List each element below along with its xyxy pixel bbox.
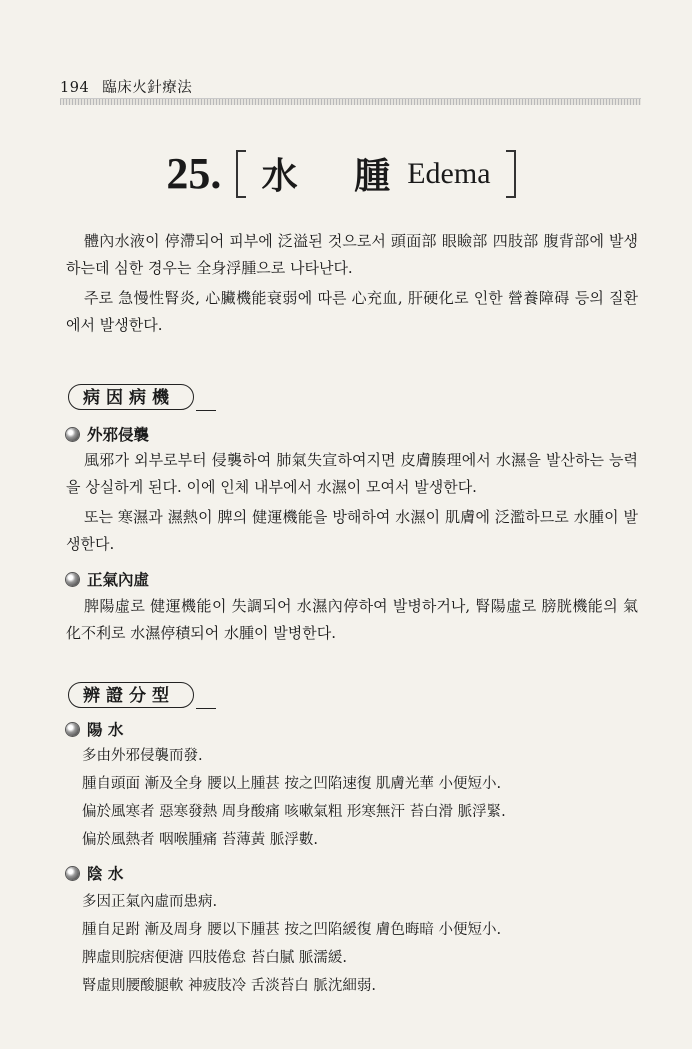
intro-paragraph-1: 體內水液이 停滯되어 피부에 泛溢된 것으로서 頭面部 眼瞼部 四肢部 腹背部에 발생하는데 심한 경우는 全身浮腫으로 나타난다. bbox=[66, 232, 638, 277]
bullet-icon bbox=[66, 428, 79, 441]
etiology-paragraph-2: 또는 寒濕과 濕熱이 脾의 健運機能을 방해하여 水濕이 肌膚에 泛濫하므로 水腫이 발생한다. bbox=[66, 508, 638, 553]
running-header bbox=[60, 76, 192, 97]
yang-line-1: 多由外邪侵襲而發. bbox=[82, 748, 203, 764]
yin-line-1: 多因正氣內虛而患病. bbox=[82, 894, 218, 910]
yang-line-3: 偏於風寒者 惡寒發熱 周身酸痛 咳嗽氣粗 形寒無汗 苔白滑 脈浮緊. bbox=[82, 804, 506, 820]
sub-heading-label: 正氣內虛 bbox=[87, 570, 150, 589]
page-number: 194 bbox=[60, 80, 90, 96]
sub-heading-yin-water bbox=[66, 862, 123, 884]
chapter-title bbox=[0, 148, 692, 199]
chapter-title-en: Edema bbox=[407, 156, 491, 190]
right-bracket bbox=[506, 150, 516, 198]
header-rule bbox=[60, 98, 641, 105]
left-bracket bbox=[236, 150, 246, 198]
yang-line-4: 偏於風熱者 咽喉腫痛 苔薄黃 脈浮數. bbox=[82, 832, 318, 848]
sub-heading-internal bbox=[66, 568, 149, 590]
book-title: 臨床火針療法 bbox=[102, 80, 193, 96]
yang-line-2: 腫自頭面 漸及全身 腰以上腫甚 按之凹陷速復 肌膚光華 小便短小. bbox=[82, 776, 502, 792]
etiology-paragraph-1: 風邪가 외부로부터 侵襲하여 肺氣失宣하여지면 皮膚腠理에서 水濕을 발산하는 능력을 상실하게 된다. 이에 인체 내부에서 水濕이 모여서 발생한다. bbox=[66, 451, 638, 496]
section-rule bbox=[196, 708, 216, 709]
intro-paragraph-2: 주로 急慢性腎炎, 心臟機能衰弱에 따른 心充血, 肝硬化로 인한 營養障碍 등의 질환에서 발생한다. bbox=[66, 289, 638, 334]
chapter-number: 25. bbox=[166, 149, 222, 198]
section-heading-patterns: 辨證分型 bbox=[68, 682, 194, 708]
sub-heading-label: 陰 水 bbox=[87, 864, 124, 883]
bullet-icon bbox=[66, 867, 79, 880]
yin-line-3: 脾虛則脘痞便溏 四肢倦怠 苔白膩 脈濡緩. bbox=[82, 950, 347, 966]
yin-line-2: 腫自足跗 漸及周身 腰以下腫甚 按之凹陷緩復 膚色晦暗 小便短小. bbox=[82, 922, 502, 938]
chapter-title-han: 水 腫 bbox=[261, 155, 413, 197]
sub-heading-external bbox=[66, 423, 149, 445]
bullet-icon bbox=[66, 723, 79, 736]
section-rule bbox=[196, 410, 216, 411]
sub-heading-yang-water bbox=[66, 718, 123, 740]
etiology-paragraph-3: 脾陽虛로 健運機能이 失調되어 水濕內停하여 발병하거나, 腎陽虛로 膀胱機能의 氣化不利로 水濕停積되어 水腫이 발병한다. bbox=[66, 597, 638, 642]
yin-line-4: 腎虛則腰酸腿軟 神疲肢冷 舌淡苔白 脈沈細弱. bbox=[82, 978, 376, 994]
sub-heading-label: 陽 水 bbox=[87, 720, 124, 739]
bullet-icon bbox=[66, 573, 79, 586]
section-heading-etiology: 病因病機 bbox=[68, 384, 194, 410]
sub-heading-label: 外邪侵襲 bbox=[87, 425, 150, 444]
